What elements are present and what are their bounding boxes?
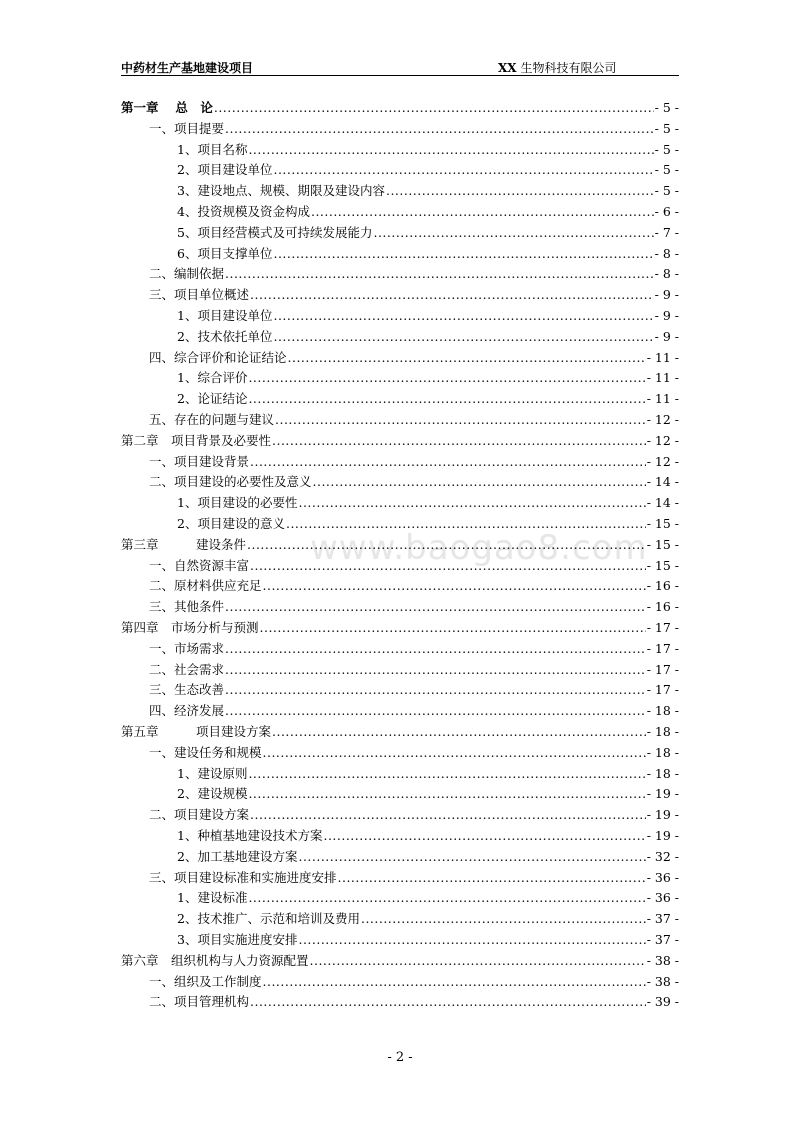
toc-entry-page: - 5 - (654, 141, 679, 157)
page-header (121, 60, 679, 76)
toc-entry-label: 三、其他条件 (149, 599, 225, 615)
toc-leader-dots (298, 847, 645, 867)
toc-leader-dots (273, 306, 653, 326)
toc-entry[interactable] (149, 701, 679, 721)
page-number: - 2 - (387, 1050, 413, 1065)
toc-entry[interactable] (177, 930, 679, 950)
toc-entry-label: 2、加工基地建设方案 (177, 848, 298, 864)
toc-leader-dots (214, 98, 654, 118)
toc-leader-dots (361, 909, 646, 929)
toc-leader-dots (225, 264, 654, 284)
toc-entry-label: 五、存在的问题与建议 (149, 412, 275, 427)
toc-entry[interactable] (177, 327, 679, 347)
toc-entry-label: 四、综合评价和论证结论 (149, 349, 287, 365)
watermark: www.baogao8.com (310, 528, 648, 568)
toc-entry[interactable] (149, 972, 679, 992)
toc-entry-label: 6、项目支撑单位 (177, 245, 273, 261)
toc-leader-dots (273, 244, 653, 264)
toc-entry[interactable] (177, 368, 679, 388)
toc-entry[interactable] (149, 410, 679, 430)
toc-entry-page: - 38 - (646, 952, 679, 968)
toc-leader-dots (225, 660, 646, 680)
toc-entry-label: 一、项目提要 (149, 120, 225, 136)
toc-entry[interactable] (177, 847, 679, 867)
toc-entry[interactable] (121, 98, 679, 118)
toc-entry[interactable] (149, 805, 679, 825)
toc-leader-dots (250, 556, 646, 576)
toc-entry-page: - 18 - (646, 724, 679, 739)
toc-entry-page: - 14 - (646, 474, 679, 490)
toc-entry[interactable] (149, 285, 679, 305)
toc-entry[interactable] (177, 140, 679, 160)
toc-entry[interactable] (149, 660, 679, 680)
toc-entry-label: 三、生态改善 (149, 682, 225, 698)
toc-entry[interactable] (177, 202, 679, 222)
toc-entry-label: 2、技术依托单位 (177, 328, 273, 344)
toc-entry[interactable] (177, 514, 679, 534)
toc-entry-label: 第六章 组织机构与人力资源配置 (121, 952, 309, 968)
toc-entry-label: 第一章 总 论 (121, 100, 213, 115)
toc-leader-dots (248, 140, 653, 160)
toc-leader-dots (263, 576, 646, 596)
document-title: 中药材生产基地建设项目 (121, 61, 254, 75)
toc-entry-page: - 18 - (646, 744, 679, 760)
toc-entry[interactable] (121, 535, 679, 555)
toc-entry-page: - 14 - (646, 495, 679, 511)
toc-entry-label: 二、项目建设的必要性及意义 (149, 474, 312, 490)
toc-entry-label: 第四章 市场分析与预测 (121, 620, 259, 635)
toc-entry-page: - 17 - (646, 640, 679, 656)
toc-entry-page: - 18 - (646, 703, 679, 719)
toc-leader-dots (386, 181, 654, 201)
toc-entry-page: - 38 - (646, 973, 679, 989)
toc-entry-page: - 37 - (646, 911, 679, 927)
toc-entry-label: 二、项目建设方案 (149, 807, 250, 823)
toc-entry[interactable] (177, 160, 679, 180)
toc-entry-label: 三、项目建设标准和实施进度安排 (149, 869, 337, 885)
toc-leader-dots (311, 202, 654, 222)
toc-entry[interactable] (149, 348, 679, 368)
toc-entry-label: 1、项目名称 (177, 141, 248, 157)
toc-leader-dots (373, 223, 653, 243)
toc-entry-page: - 12 - (646, 432, 679, 448)
toc-entry-page: - 7 - (654, 224, 679, 240)
toc-entry[interactable] (149, 992, 679, 1012)
toc-entry-label: 1、种植基地建设技术方案 (177, 828, 323, 843)
toc-entry[interactable] (149, 743, 679, 763)
toc-entry-label: 3、项目实施进度安排 (177, 932, 298, 947)
toc-leader-dots (225, 701, 646, 721)
toc-entry-label: 1、项目建设的必要性 (177, 495, 298, 511)
toc-leader-dots (263, 972, 646, 992)
toc-entry-page: - 32 - (646, 848, 679, 864)
toc-leader-dots (273, 327, 653, 347)
toc-entry[interactable] (149, 452, 679, 472)
toc-entry-page: - 15 - (646, 557, 679, 573)
toc-entry[interactable] (177, 909, 679, 929)
toc-entry-page: - 19 - (646, 786, 679, 802)
toc-entry-label: 四、经济发展 (149, 703, 225, 719)
toc-entry-label: 一、自然资源丰富 (149, 557, 250, 573)
toc-leader-dots (272, 722, 646, 742)
toc-entry-page: - 19 - (646, 828, 679, 843)
toc-leader-dots (272, 431, 646, 451)
toc-entry[interactable] (121, 431, 679, 451)
toc-entry[interactable] (149, 472, 679, 492)
header-rule (121, 75, 679, 76)
toc-entry[interactable] (177, 764, 679, 784)
toc-entry-page: - 18 - (646, 765, 679, 781)
toc-leader-dots (248, 784, 645, 804)
toc-entry[interactable] (177, 493, 679, 513)
toc-entry-page: - 8 - (654, 245, 679, 261)
toc-entry-page: - 15 - (646, 516, 679, 531)
toc-entry[interactable] (177, 306, 679, 326)
toc-entry-page: - 5 - (654, 183, 679, 199)
toc-entry[interactable] (149, 680, 679, 700)
toc-entry-label: 2、论证结论 (177, 391, 248, 407)
toc-leader-dots (288, 348, 646, 368)
toc-leader-dots (260, 618, 646, 638)
toc-entry[interactable] (149, 639, 679, 659)
toc-entry[interactable] (121, 951, 679, 971)
toc-entry-page: - 11 - (646, 349, 679, 365)
toc-leader-dots (310, 951, 646, 971)
toc-entry-label: 4、投资规模及资金构成 (177, 204, 310, 219)
toc-leader-dots (250, 285, 654, 305)
toc-entry-label: 1、建设原则 (177, 765, 248, 781)
toc-leader-dots (250, 452, 646, 472)
toc-entry-page: - 36 - (646, 890, 679, 906)
toc-entry-label: 2、项目建设的意义 (177, 516, 285, 531)
toc-leader-dots (248, 368, 645, 388)
toc-entry-label: 3、建设地点、规模、期限及建设内容 (177, 183, 385, 199)
toc-entry-label: 一、建设任务和规模 (149, 744, 262, 760)
toc-entry-page: - 9 - (654, 308, 679, 323)
toc-entry[interactable] (177, 888, 679, 908)
toc-entry-label: 一、组织及工作制度 (149, 973, 262, 989)
toc-leader-dots (250, 805, 646, 825)
toc-leader-dots (298, 493, 645, 513)
toc-entry-label: 三、项目单位概述 (149, 287, 250, 303)
toc-entry-page: - 11 - (646, 391, 679, 407)
toc-leader-dots (225, 119, 654, 139)
toc-leader-dots (248, 888, 645, 908)
toc-entry-page: - 36 - (646, 869, 679, 885)
company-suffix: 生物科技有限公司 (516, 61, 617, 75)
toc-entry-page: - 16 - (646, 599, 679, 615)
toc-leader-dots (275, 410, 646, 430)
toc-entry[interactable] (177, 223, 679, 243)
toc-entry-label: 二、社会需求 (149, 661, 225, 677)
toc-entry[interactable] (149, 556, 679, 576)
toc-entry-page: - 9 - (654, 328, 679, 344)
toc-entry-label: 2、技术推广、示范和培训及费用 (177, 911, 360, 927)
toc-entry-page: - 39 - (646, 994, 679, 1010)
toc-entry[interactable] (121, 618, 679, 638)
toc-entry-label: 2、建设规模 (177, 786, 248, 802)
toc-entry-label: 二、原材料供应充足 (149, 578, 262, 594)
toc-entry[interactable] (149, 576, 679, 596)
toc-entry-page: - 37 - (646, 932, 679, 947)
toc-entry-label: 二、项目管理机构 (149, 994, 250, 1010)
toc-leader-dots (286, 514, 646, 534)
toc-entry[interactable] (149, 119, 679, 139)
toc-leader-dots (250, 992, 646, 1012)
toc-entry-page: - 17 - (646, 682, 679, 698)
toc-entry-label: 第三章 建设条件 (121, 536, 247, 552)
toc-entry-label: 二、编制依据 (149, 266, 225, 282)
company-prefix: XX (498, 61, 517, 75)
toc-leader-dots (225, 639, 646, 659)
toc-leader-dots (225, 680, 646, 700)
toc-entry-label: 2、项目建设单位 (177, 162, 273, 178)
toc-entry[interactable] (177, 389, 679, 409)
toc-entry-page: - 5 - (654, 162, 679, 178)
toc-entry-label: 第五章 项目建设方案 (121, 724, 272, 739)
toc-entry-label: 1、建设标准 (177, 890, 248, 906)
toc-entry-page: - 5 - (654, 120, 679, 136)
toc-entry-page: - 5 - (654, 100, 679, 115)
toc-leader-dots (323, 826, 645, 846)
toc-entry[interactable] (177, 181, 679, 201)
toc-leader-dots (313, 472, 646, 492)
toc-entry[interactable] (177, 826, 679, 846)
toc-entry-page: - 11 - (646, 370, 679, 386)
toc-leader-dots (298, 930, 645, 950)
toc-entry-label: 一、项目建设背景 (149, 453, 250, 469)
toc-leader-dots (248, 389, 645, 409)
toc-entry-page: - 16 - (646, 578, 679, 594)
toc-leader-dots (338, 868, 646, 888)
toc-leader-dots (263, 743, 646, 763)
toc-entry-page: - 12 - (646, 412, 679, 427)
toc-entry-page: - 17 - (646, 661, 679, 677)
toc-leader-dots (225, 597, 646, 617)
toc-leader-dots (247, 535, 646, 555)
toc-entry-page: - 12 - (646, 453, 679, 469)
toc-leader-dots (248, 764, 645, 784)
toc-entry-page: - 9 - (654, 287, 679, 303)
toc-entry[interactable] (177, 244, 679, 264)
toc-entry-page: - 15 - (646, 536, 679, 552)
toc-entry-label: 一、市场需求 (149, 640, 225, 656)
toc-entry-page: - 17 - (646, 620, 679, 635)
toc-entry-label: 第二章 项目背景及必要性 (121, 432, 272, 448)
toc-entry[interactable] (149, 868, 679, 888)
toc-entry-page: - 19 - (646, 807, 679, 823)
toc-entry-label: 1、项目建设单位 (177, 308, 273, 323)
toc-entry[interactable] (177, 784, 679, 804)
toc-entry[interactable] (149, 597, 679, 617)
toc-entry[interactable] (149, 264, 679, 284)
toc-entry-label: 5、项目经营模式及可持续发展能力 (177, 224, 373, 240)
toc-leader-dots (273, 160, 653, 180)
toc-entry[interactable] (121, 722, 679, 742)
company-name (498, 60, 616, 76)
toc-entry-label: 1、综合评价 (177, 370, 248, 386)
toc-entry-page: - 8 - (654, 266, 679, 282)
toc-entry-page: - 6 - (654, 204, 679, 219)
